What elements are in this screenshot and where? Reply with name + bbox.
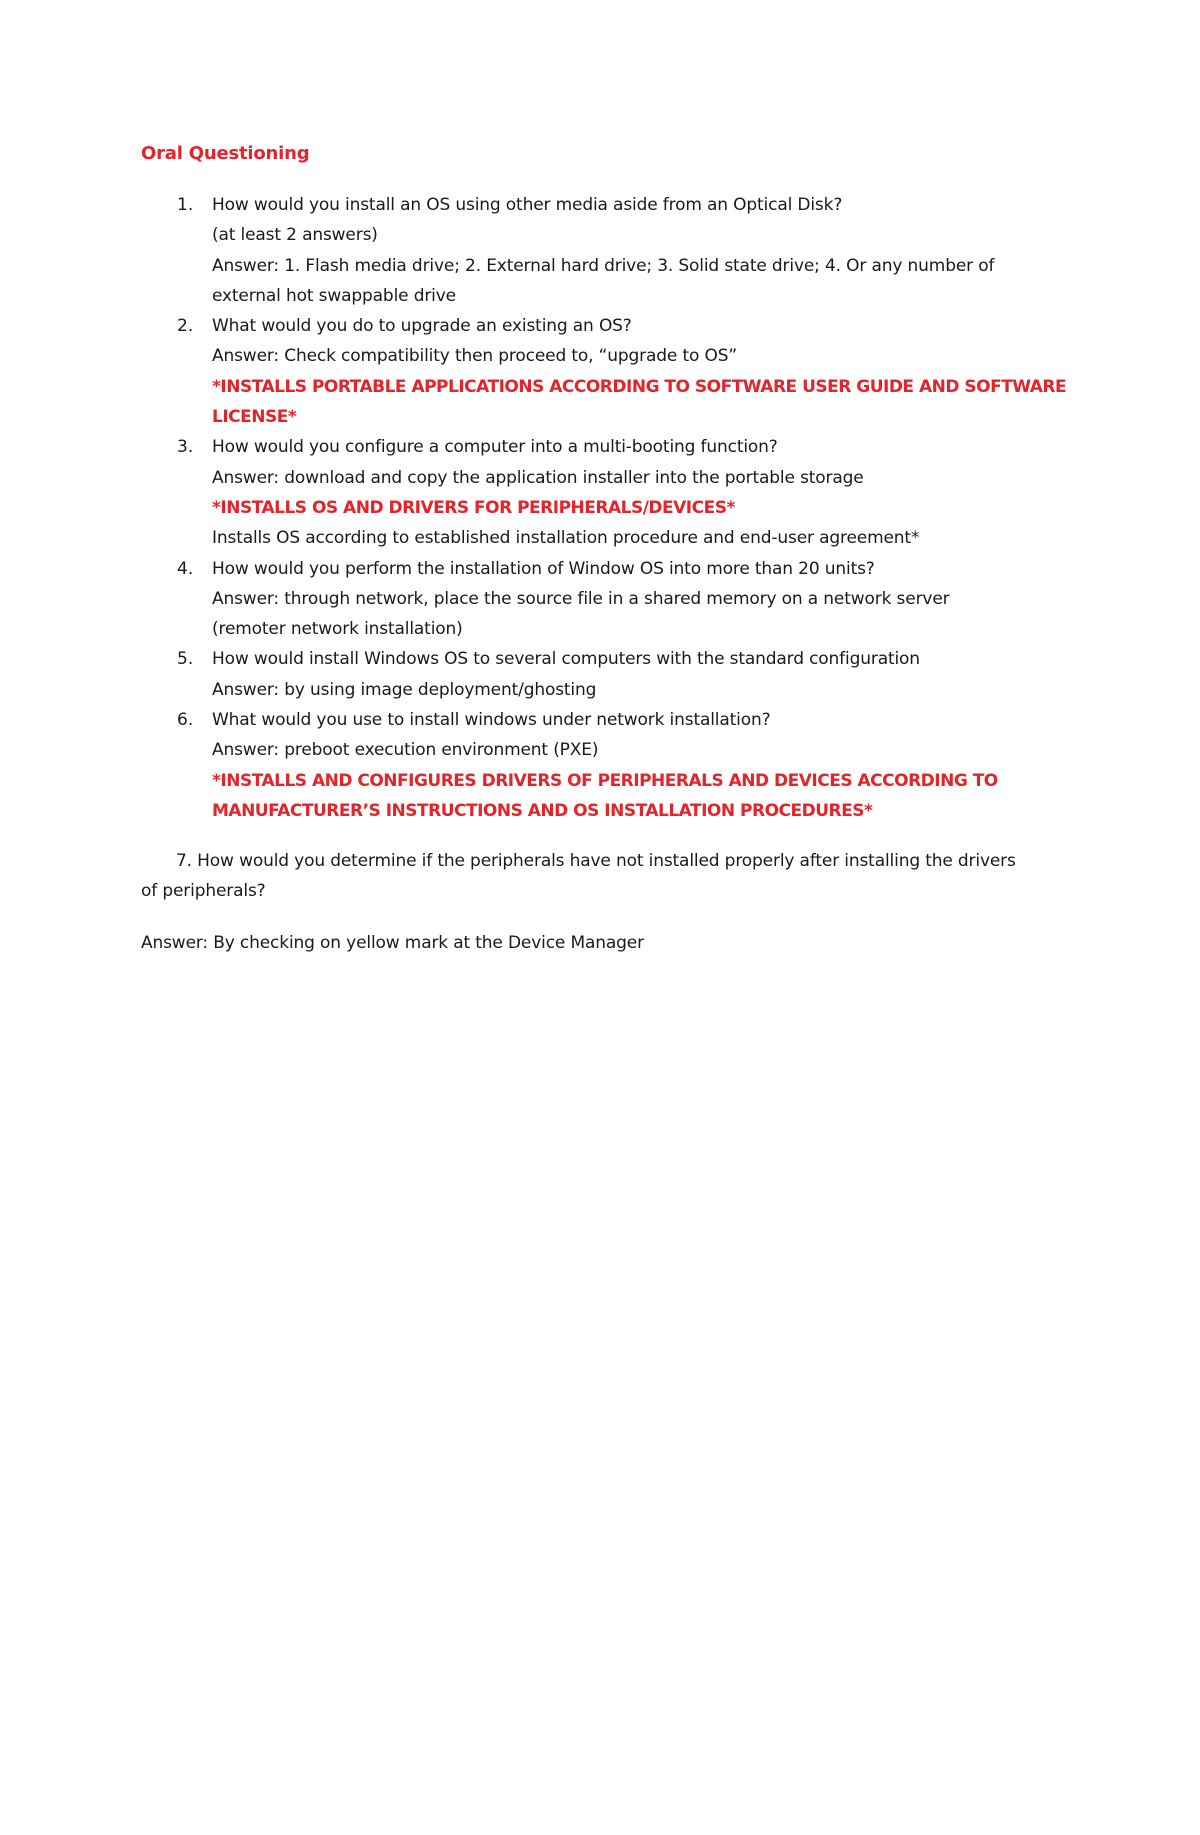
answer-text: Answer: 1. Flash media drive; 2. External hard drive; 3. Solid state drive; 4. Or any number of — [212, 255, 995, 276]
question-text: How would you configure a computer into a multi-booting function? — [212, 437, 778, 458]
section-heading: Oral Questioning — [141, 143, 310, 164]
list-item — [141, 644, 1071, 705]
answer-text: Answer: Check compatibility then proceed to, “upgrade to OS” — [212, 346, 738, 367]
question-list — [141, 190, 1071, 826]
item-number: 6. — [177, 710, 194, 731]
question-text: What would you use to install windows under network installation? — [212, 710, 771, 731]
answer-text-continued: external hot swappable drive — [212, 285, 456, 306]
question-7: 7. How would you determine if the peripherals have not installed properly after installing the drivers of peripherals? — [141, 851, 1016, 902]
competency-heading: *INSTALLS AND CONFIGURES DRIVERS OF PERIPHERALS AND DEVICES ACCORDING TO — [212, 770, 998, 791]
answer-7: Answer: By checking on yellow mark at the Device Manager — [141, 933, 644, 953]
item-number: 1. — [177, 195, 194, 215]
answer-text: Answer: preboot execution environment (PXE) — [212, 740, 599, 761]
list-item — [141, 311, 1071, 432]
competency-note: Installs OS according to established installation procedure and end-user agreement* — [212, 528, 920, 549]
list-item — [141, 705, 1071, 826]
question-text: What would you do to upgrade an existing an OS? — [212, 316, 632, 337]
question-note: (at least 2 answers) — [212, 225, 378, 246]
item-number: 4. — [177, 558, 194, 579]
answer-text: Answer: download and copy the application installer into the portable storage — [212, 467, 864, 488]
item-number: 2. — [177, 316, 194, 337]
item-number: 3. — [177, 437, 194, 458]
question-text: How would you install an OS using other media aside from an Optical Disk? — [212, 195, 843, 215]
competency-heading-continued: MANUFACTURER’S INSTRUCTIONS AND OS INSTALLATION PROCEDURES* — [212, 800, 873, 821]
list-item — [141, 554, 1071, 645]
answer-text: Answer: by using image deployment/ghosting — [212, 679, 597, 700]
competency-heading: *INSTALLS OS AND DRIVERS FOR PERIPHERALS/DEVICES* — [212, 497, 735, 518]
competency-heading-continued: LICENSE* — [212, 407, 297, 428]
answer-text: Answer: through network, place the source file in a shared memory on a network server — [212, 588, 950, 609]
question-text: How would you perform the installation of Window OS into more than 20 units? — [212, 558, 875, 579]
answer-text-continued: (remoter network installation) — [212, 619, 463, 640]
question-text: How would install Windows OS to several computers with the standard configuration — [212, 649, 920, 670]
list-item — [141, 190, 1071, 311]
item-number: 5. — [177, 649, 194, 670]
competency-heading: *INSTALLS PORTABLE APPLICATIONS ACCORDING TO SOFTWARE USER GUIDE AND SOFTWARE — [212, 376, 1067, 397]
list-item — [141, 432, 1071, 553]
